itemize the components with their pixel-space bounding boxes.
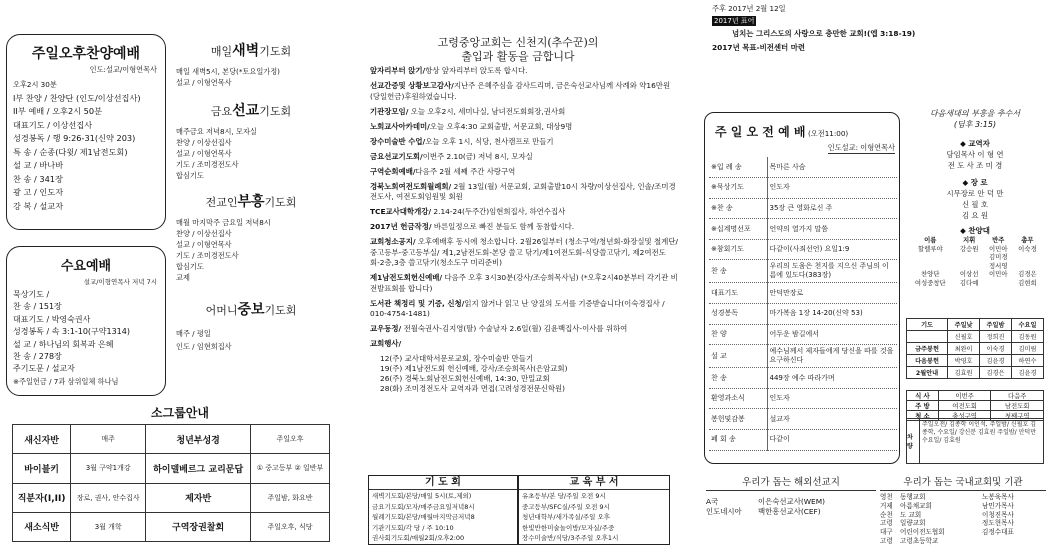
choir-cell: 김미경 [988, 253, 1008, 261]
meal-cell: 이번주 [938, 391, 991, 401]
staff-line: 전 도 사 조 미 경 [947, 161, 1003, 170]
worship-item-value: 인도자 [767, 388, 897, 409]
duty-cell: 신필호 [948, 331, 980, 343]
worship-row [709, 178, 897, 199]
worship-row [709, 430, 897, 451]
prayer-box-line: 권사회기도회/매월2회/오후2:00 [372, 534, 465, 542]
detail-line: 교제 [176, 273, 190, 282]
announcement-item: 교회청소공지/ 오후예배후 동시에 청소합니다. 2월26일부터 (청소구역/청년회-화장실및 철계단/중고등부-중고등부실/ 제1,2남전도회-본당 쓸고 닦기/제1여전도회-식당쓸고닦기, 제2여전도회-2층,3층 쓸고닦기(청소도구 미리준비) [370, 237, 678, 267]
order-line: 성경봉독 / 행 9:26-31(신약 203) [13, 133, 136, 143]
overseas-list [706, 497, 876, 517]
education-box-line: 유초등부/본 당/주일 오전 9시 [522, 492, 606, 500]
meal-cell: 여전도회 [938, 401, 991, 411]
duty-row [907, 331, 1044, 343]
domestic-title: 우리가 돕는 국내교회및 기관 [880, 474, 1046, 491]
staff-line: 시무장로 안 덕 만 [946, 189, 1004, 198]
duty-cell: 김동원 [1012, 331, 1044, 343]
announcement-item: 장수미술반 수업/오늘 오후 1시, 식당, 천사캠프로 만들기 [370, 136, 554, 146]
choir-header-row [906, 236, 1042, 245]
detail-line: 합심기도 [176, 262, 204, 271]
domestic-list [880, 493, 1046, 546]
motto: 넘치는 그리스도의 사랑으로 충만한 교회!(엡 3:18-19) [732, 29, 916, 38]
prayer-box-line: 금요기도회/모자/매주금요일저녁8시 [372, 502, 475, 511]
worship-item-label: 폐 회 송 [709, 430, 767, 451]
overseas-title: 우리가 돕는 해외선교지 [706, 474, 876, 491]
duty-row [907, 319, 1044, 331]
worship-row [709, 239, 897, 260]
order-line: 찬 송 / 151장 [13, 302, 62, 312]
detail-line: 설교 / 이형연목사 [176, 149, 232, 158]
worship-row [709, 368, 897, 389]
group-schedule: 3월 개학 [71, 512, 146, 541]
worship-item-value: 마가복음 1장 14-20(신약 53) [767, 304, 897, 325]
order-line: 찬 송 / 341장 [13, 173, 63, 184]
mission-prayer-title: 금요선교기도회 [210, 103, 292, 119]
choir-cell: 김경은 [1018, 270, 1037, 278]
meal-cell: 식 사 [907, 391, 939, 401]
revival-prayer-details [176, 217, 326, 283]
education-box-lines [519, 490, 669, 545]
choir-cell: 여성중창단 [914, 278, 946, 287]
mothers-prayer-details [176, 327, 326, 353]
choir-title: ◆ 찬양대 [960, 226, 990, 235]
duty-cell: 하연수 [1012, 355, 1044, 367]
staff-line: 신 필 호 [961, 200, 989, 209]
announcement-item: 기관장모임/ 오늘 오후2시, 세미나실, 남녀전도회회장,권사회 [370, 106, 566, 116]
choir-cell: 찬양단 [921, 270, 940, 278]
wednesday-footer: ※주일헌금 / 7과 삼위일체 하나님 [13, 377, 119, 386]
duty-cell: 김경은 [980, 367, 1012, 379]
announcement-item: 앞자리부터 앉기/항상 앞자리부터 앉도록 합시다. [370, 66, 528, 75]
duty-cell: 김미림 [1012, 343, 1044, 355]
detail-line: 매주 / 평일 [176, 329, 211, 338]
domestic-item: 고령 일량교회 정도현목사 [880, 519, 1014, 528]
prayer-box-title: 기 도 회 [369, 476, 517, 490]
group-row [13, 512, 330, 541]
group-row [13, 454, 330, 483]
meal-cell: 청 소 [907, 411, 939, 421]
sunday-afternoon-leader: 인도:설교/이형연목사 [89, 65, 157, 74]
group-schedule: ① 중고등부 ② 일반부 [251, 454, 330, 483]
worship-item-value: 449장 예수 따라가며 [767, 368, 897, 389]
car-label: 차 량 [907, 419, 920, 463]
worship-item-label: 찬 송 [709, 260, 767, 283]
worship-row [709, 345, 897, 368]
detail-line: 기도 / 조미경전도사 [176, 251, 239, 260]
choir-cell: 김다예 [959, 278, 979, 287]
elders-lines [906, 188, 1044, 221]
education-box-title: 교 육 부 서 [519, 476, 669, 490]
prayer-box-lines [369, 490, 517, 545]
detail-line: 설교 / 이형연목사 [176, 78, 232, 87]
announcement-item: 2017년 헌금작정/ 바른일정으로 빠진 분들도 함께 동참합시다. [370, 222, 575, 231]
meal-cell: 첫째구역 [991, 411, 1044, 421]
choir-row [906, 245, 1042, 254]
worship-row [709, 219, 897, 240]
announcement-item: 구역순회예배/다음주 2월 세째 주간 사랑구역 [370, 166, 516, 176]
small-groups-table [12, 424, 330, 542]
duty-cell: 최완이 [948, 343, 980, 355]
car-roster [906, 418, 1044, 464]
prayer-box-line: 월례기도회/본당/매월마지막금저녁8 [372, 513, 475, 521]
duty-row [907, 367, 1044, 379]
bulletin-header [712, 4, 1032, 53]
event-item: 26(주) 경북노회남전도회헌신예배, 14:30, 만밀교회 [380, 374, 550, 383]
duty-cell: 주일낮 [948, 319, 980, 331]
group-schedule: 장로, 권사, 안수집사 [71, 483, 146, 512]
announcements-heading [368, 36, 668, 64]
car-text: 주일오전/ 김종학 이인석, 주일밤/ 신필호 김종학, 수요일/ 강신분 김효원 주일밤/ 안덕만 수요일/ 김효원 [921, 421, 1036, 444]
group-name: 바이블키 [13, 454, 71, 483]
dawn-prayer-details [176, 66, 326, 88]
worship-item-value: 35장 큰 영화로신 주 [767, 198, 897, 219]
group-schedule: 주일오후 [251, 425, 330, 454]
detail-line: 매월 마지막주 금요일 저녁8시 [176, 218, 271, 227]
wednesday-leader: 설교/이형연목사 저녁 7시 [83, 278, 157, 286]
detail-line: 설교 / 이형연목사 [176, 240, 232, 249]
heading-line-2: 출입과 활동을 금합니다 [461, 50, 575, 63]
worship-item-label: 봉헌및감봉 [709, 409, 767, 430]
worship-item-label: 찬 양 [709, 324, 767, 345]
announcement-item: 노회교사아카데미/오늘 오후4:30 교회출발, 서문교회, 대상9명 [370, 121, 573, 131]
mothers-prayer-title: 어머니중보기도회 [205, 302, 297, 318]
domestic-item: 대구 어린이전도협회 김정수대표 [880, 528, 1014, 537]
detail-line: 매주금요 저녁8시, 모자실 [176, 127, 257, 136]
bulletin-date: 주후 2017년 2월 12일 [712, 4, 786, 13]
detail-line: 기도 / 조미경전도사 [176, 160, 239, 169]
wednesday-order [13, 289, 130, 376]
order-line: 광 고 / 인도자 [13, 187, 64, 197]
order-line: 주기도문 / 설교자 [13, 364, 75, 374]
group-name: 청년부성경 [146, 425, 251, 454]
duty-row [907, 343, 1044, 355]
wednesday-title: 수요예배 [60, 259, 112, 274]
overseas-missions [706, 474, 876, 517]
choir-cell: 이름 [924, 236, 937, 244]
wednesday-worship-box [6, 246, 166, 396]
duty-row [907, 355, 1044, 367]
motto-tag: 2017년 표어 [714, 17, 755, 25]
dawn-prayer-title: 매일새벽기도회 [210, 43, 292, 59]
overseas-item: A국 이은숙선교사(WEM) [706, 497, 825, 506]
group-name: 제자반 [146, 483, 251, 512]
worship-item-value: 목마른 사슴 [767, 157, 897, 178]
education-box-line: 한빛반한미술놀이방/모자실/주중 [522, 523, 615, 532]
worship-item-value: 다같이 [767, 430, 897, 451]
choir-cell [955, 262, 984, 271]
worship-item-value: 다같이(사죄선언) 요일1:9 [767, 239, 897, 260]
choir-cell: 이민아 [988, 270, 1008, 278]
worship-item-value: 설교자 [767, 409, 897, 430]
group-row [13, 425, 330, 454]
group-row [13, 483, 330, 512]
overseas-item: 인도네시아 백한흥선교사(CEF) [706, 507, 821, 516]
worship-row [709, 157, 897, 178]
event-item: 12(주) 교사대학서문로교회, 장수미술반 만들기 [380, 354, 534, 363]
education-box [518, 475, 670, 545]
announcement-item: 선교간증및 상황보고감사/지난주 은혜주심을 감사드리며, 금은숙선교사님께 사례와 약16만원(당일헌금)후원하였습니다. [370, 81, 671, 101]
worship-item-label: 성경봉독 [709, 304, 767, 325]
worship-item-label: 대표기도 [709, 283, 767, 304]
order-line: 오후2시 30분 [13, 80, 57, 89]
choir-cell: 김현희 [1018, 278, 1037, 287]
order-line: 묵상기도 / [13, 290, 50, 299]
announcement-item: 교회행사/ [370, 339, 402, 348]
domestic-item: 거제 아름채교회 남민가목사 [880, 501, 1014, 510]
worship-item-label: 찬 송 [709, 368, 767, 389]
education-box-line: 장수미술반/식당/3주주일 오후1시 [522, 534, 619, 542]
heading-line-1: 고령중앙교회는 신천지(추수꾼)의 [437, 36, 599, 49]
duty-cell: 이숙경 [980, 343, 1012, 355]
worship-item-value: 인도자 [767, 178, 897, 199]
sunday-morning-leader: 인도설교: 이형연목사 [827, 143, 895, 152]
order-line: I부 찬양 / 찬양단 (인도/이상선집사) [13, 92, 141, 103]
order-line: 설 교 / 바나바 [13, 160, 64, 170]
choir-cell: 총무 [1021, 236, 1034, 244]
duty-cell: 주일밤 [980, 319, 1012, 331]
choir-cell [906, 262, 955, 271]
choir-table [906, 236, 1042, 287]
duty-cell: 김효원 [948, 367, 980, 379]
pastor-title: ◆ 교역자 [960, 139, 990, 148]
detail-line: 인도 / 임현희집사 [176, 342, 232, 351]
detail-line: 찬양 / 이상선집사 [176, 229, 232, 238]
vision: 2017년 목표-비전센터 마련 [712, 43, 806, 52]
group-name: 새소식반 [13, 512, 71, 541]
event-item: 28(화) 조미경전도사 교역자과 면접(고려성경전문신학원) [380, 384, 566, 393]
meal-cell: 다음주 [991, 391, 1044, 401]
order-line: 설 교 / 하나님의 회복과 은혜 [13, 339, 114, 349]
worship-row [709, 324, 897, 345]
worship-item-value: 언약의 열가지 말씀 [767, 219, 897, 240]
choir-cell: 할렐루야 [917, 244, 943, 253]
group-schedule: 주일오후, 식당 [251, 512, 330, 541]
group-name: 하이델베르그 교리문답 [146, 454, 251, 483]
duty-cell: 2월안내 [907, 367, 948, 379]
domestic-item: 고령 고령초등학교 [880, 536, 939, 545]
order-line: 대표기도 / 박영숙권사 [13, 314, 91, 324]
detail-line: 합심기도 [176, 171, 204, 180]
announcements-list [370, 66, 680, 394]
order-line: 찬 송 / 278장 [13, 352, 62, 362]
worship-item-label: ※입 례 송 [709, 157, 767, 178]
choir-cell [1013, 262, 1042, 271]
duty-cell: 김윤경 [980, 355, 1012, 367]
order-line: II부 예배 / 오후2시 50분 [13, 106, 102, 116]
announcement-item: 경북노회여전도회월례회/ 2월 13일(월) 서문교회, 교회출발10시 차량/이상선집사, 인솔/조미경전도사, 여전도회임원및 회원 [370, 181, 676, 201]
announcement-item: TCE교사대학개강/ 2.14-24(두주간)임현희집사, 하연수집사 [370, 207, 566, 216]
staff-list [906, 138, 1044, 287]
order-line: 성경봉독 / 속 3:1-10(구약1314) [13, 327, 130, 337]
duty-cell: 기도 [907, 319, 948, 331]
meal-row [907, 391, 1044, 401]
sunday-afternoon-worship-box [6, 34, 166, 230]
choir-cell: 이상선 [959, 270, 979, 278]
choir-cell: 이민아 [988, 244, 1008, 253]
group-name: 구역장권찰회 [146, 512, 251, 541]
worship-item-label: 설 교 [709, 345, 767, 368]
event-item: 19(주) 제1남전도회 헌신예배, 강사/조승희목사(은암교회) [380, 364, 568, 373]
revival-prayer-title: 전교인부흥기도회 [205, 194, 297, 210]
group-schedule: 매주 [71, 425, 146, 454]
elders-title: ◆ 장 로 [962, 178, 988, 187]
choir-cell: 이숙경 [1018, 244, 1037, 253]
choir-cell: 반주 [992, 236, 1005, 244]
worship-item-label: ※참회기도 [709, 239, 767, 260]
worship-row [709, 409, 897, 430]
announcement-item: 교우동정/ 전월숙권사-김지영(딸) 수술날자 2.6일(월) 김윤백집사-이사를 위하여 [370, 324, 628, 333]
duty-cell: 박영호 [948, 355, 980, 367]
choir-row [906, 253, 1042, 262]
pastor-lines [906, 149, 1044, 171]
sunday-morning-title-row: 주 일 오 전 예 배 (오전11:00) [715, 125, 849, 139]
meal-cell: 주 방 [907, 401, 939, 411]
sunday-morning-order [709, 157, 897, 451]
duty-cell: 수요일 [1012, 319, 1044, 331]
sunday-afternoon-order [13, 78, 141, 213]
meal-roster [906, 390, 1044, 421]
group-name: 직분자(I,II) [13, 483, 71, 512]
domestic-missions [880, 474, 1046, 546]
worship-row [709, 388, 897, 409]
worship-item-value: 예수님께서 제자들에게 당신을 따를 것을 요구하신다 [767, 345, 897, 368]
order-line: 강 복 / 설교자 [13, 200, 64, 211]
sunday-morning-worship-box [704, 112, 900, 464]
slogan: 다음세대의 부흥을 추수서 (딤후 3:15) [929, 109, 1021, 129]
meal-cell: 남전도회 [991, 401, 1044, 411]
worship-row [709, 304, 897, 325]
choir-cell [984, 279, 1013, 288]
choir-cell: 정서영 [988, 261, 1008, 270]
meal-row [907, 401, 1044, 411]
worship-item-label: ※십계명선포 [709, 219, 767, 240]
announcement-item: 도서관 책정리 및 기증, 신청/읽지 않거나 읽고 난 양질의 도서를 기증받습니다(이숙경집사 / 010-4754-1481) [370, 298, 665, 318]
duty-cell: 김윤경 [1012, 367, 1044, 379]
announcement-item: 금요선교기도회/이번주 2.10(금) 저녁 8시, 모자실 [370, 151, 533, 161]
group-schedule: 3월 구약1개강 [71, 454, 146, 483]
education-box-line: 청년대학부/새가족실/주일 오후 [522, 513, 611, 521]
group-name: 새신자반 [13, 425, 71, 454]
group-schedule: 주일밤, 화요반 [251, 483, 330, 512]
order-line: 특 송 / 순종(다윗/ 제1남전도회) [13, 146, 128, 157]
duty-roster [906, 318, 1044, 379]
sunday-afternoon-title: 주일오후찬양예배 [31, 46, 141, 62]
prayer-meetings [176, 40, 326, 353]
duty-cell: 금주봉헌 [907, 343, 948, 355]
choir-row [906, 279, 1042, 288]
duty-cell: 정희진 [980, 331, 1012, 343]
meal-cell: 충성구역 [938, 411, 991, 421]
small-groups-title: 소그룹안내 [151, 406, 209, 420]
events-list [370, 354, 680, 394]
choir-cell: 강승원 [959, 244, 979, 253]
education-box-line: 중고등부/SFC실/주일 오전 9시 [522, 502, 610, 511]
choir-cell [906, 253, 955, 262]
order-line: 대표기도 / 이상선집사 [13, 119, 93, 130]
choir-cell [1013, 253, 1042, 262]
detail-line: 찬양 / 이상선집사 [176, 138, 232, 147]
worship-item-value: 우리의 도움은 천지를 지으신 주님의 이름에 있도다(383장) [767, 260, 897, 283]
prayer-meetings-box [368, 475, 518, 545]
worship-row [709, 260, 897, 283]
choir-row [906, 262, 1042, 271]
staff-line: 김 요 원 [961, 211, 989, 220]
detail-line: 매일 새벽5시, 본당(*토요일가정) [176, 67, 280, 76]
worship-row [709, 198, 897, 219]
choir-cell [955, 253, 984, 262]
domestic-item: 순천 도 교회 이청진목사 [880, 510, 1014, 519]
choir-row [906, 270, 1042, 279]
prayer-box-line: 기관기도회/각 당 / 주 10:10 [372, 523, 454, 532]
worship-item-value: 안덕만장로 [767, 283, 897, 304]
worship-item-label: ※묵상기도 [709, 178, 767, 199]
worship-item-label: ※찬 송 [709, 198, 767, 219]
duty-cell: 다음봉헌 [907, 355, 948, 367]
choir-cell: 지휘 [962, 236, 976, 244]
duty-cell [907, 331, 948, 343]
mission-prayer-details [176, 126, 326, 181]
worship-item-label: 환영과소식 [709, 388, 767, 409]
worship-item-value: 어두운 밤길에서 [767, 324, 897, 345]
prayer-box-line: 새벽기도회/본당/매일 5시(토,제외) [372, 492, 472, 500]
staff-line: 담임목사 이 형 연 [946, 150, 1004, 159]
announcement-item: 제1남전도회헌신예배/ 다음주 오후 3시30분(강사/조승희목사님) (*오후2시40분부터 각기관 비전발표회를 합니다) [370, 273, 678, 293]
domestic-item: 영천 동행교회 노봉육목사 [880, 493, 1014, 501]
worship-row [709, 283, 897, 304]
